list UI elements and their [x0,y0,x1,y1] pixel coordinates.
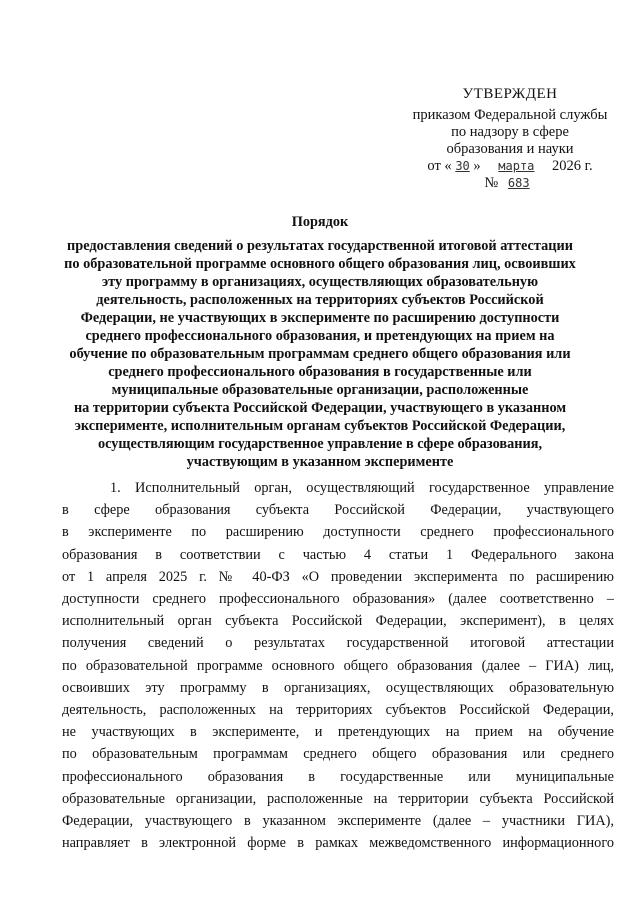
heading-line: Федерации, не участвующих в эксперименте по расширению доступности [80,310,560,326]
order-number: 683 [507,176,530,190]
approval-line-1: приказом Федеральной службы [412,107,608,123]
heading-line: эту программу в организациях, осуществляющих образовательную [101,274,539,290]
approval-line-2: по надзору в сфере [451,124,569,140]
number-prefix: № [484,175,499,191]
approval-number [395,175,625,192]
heading-line: деятельность, расположенных на территориях субъектов Российской [96,292,544,308]
approval-title: УТВЕРЖДЕН [462,86,558,102]
body-paragraph [62,477,614,854]
heading-line: эксперименте, исполнительным органам субъектов Российской Федерации, [74,418,566,434]
approval-date [395,158,625,175]
heading-line: осуществляющим государственное управление в сфере образования, [97,436,543,452]
body-line: образования в соответствии с частью 4 статьи 1 Федерального закона [62,546,614,563]
body-line: Федерации, участвующего в указанном эксперименте (далее – участники ГИА), [62,813,614,830]
heading-line: среднего профессионального образования в государственные или [108,364,532,380]
body-line: доступности среднего профессионального образования» (далее соответственно – [62,591,614,608]
heading-line: на территории субъекта Российской Федерации, участвующего в указанном [73,400,567,416]
heading-line: предоставления сведений о результатах государственной итоговой аттестации [67,238,573,254]
body-line: профессионального образования в государственные или муниципальные [62,768,614,785]
body-line: в сфере образования субъекта Российской Федерации, участвующего [62,502,614,519]
body-line: в эксперименте по расширению доступности среднего профессионального [62,524,614,541]
body-line: направляет в электронной форме в рамках межведомственного информационного [62,835,614,852]
body-line: получения сведений о результатах государственной итоговой аттестации [62,635,614,652]
heading-line: муниципальные образовательные организации, расположенные [111,382,529,398]
date-mid: » [473,158,481,174]
body-line: исполнительный орган субъекта Российской Федерации, эксперимент), в целях [62,613,614,630]
date-year: 2026 г. [552,158,593,174]
approval-block [395,86,625,192]
date-prefix: от « [427,158,452,174]
heading-title: Порядок [291,214,349,230]
body-line: по образовательной программе основного общего образования (далее – ГИА) лиц, [62,657,614,674]
body-line: образовательные организации, расположенные на территории субъекта Российской [62,790,614,807]
body-line: 1. Исполнительный орган, осуществляющий государственное управление [110,480,614,496]
body-line: по образовательным программам среднего общего образования или среднего [62,746,614,763]
body-line: от 1 апреля 2025 г. № 40-ФЗ «О проведении эксперимента по расширению [62,568,614,585]
body-line: деятельность, расположенных на территориях субъектов Российской Федерации, [62,702,614,719]
heading-line: по образовательной программе основного общего образования лиц, освоивших [64,256,576,272]
approval-line-3: образования и науки [446,141,574,157]
body-line: не участвующих в эксперименте, и претендующих на прием на обучение [62,724,614,741]
heading-line: среднего профессионального образования, и претендующих на прием на [85,328,555,344]
body-line: освоивших эту программу в организациях, осуществляющих образовательную [62,679,614,696]
document-heading [60,213,580,471]
heading-line: участвующим в указанном эксперименте [186,454,454,470]
date-day: 30 [455,159,470,173]
date-month: марта [498,159,535,173]
heading-line: обучение по образовательным программам среднего общего образования или [69,346,571,362]
